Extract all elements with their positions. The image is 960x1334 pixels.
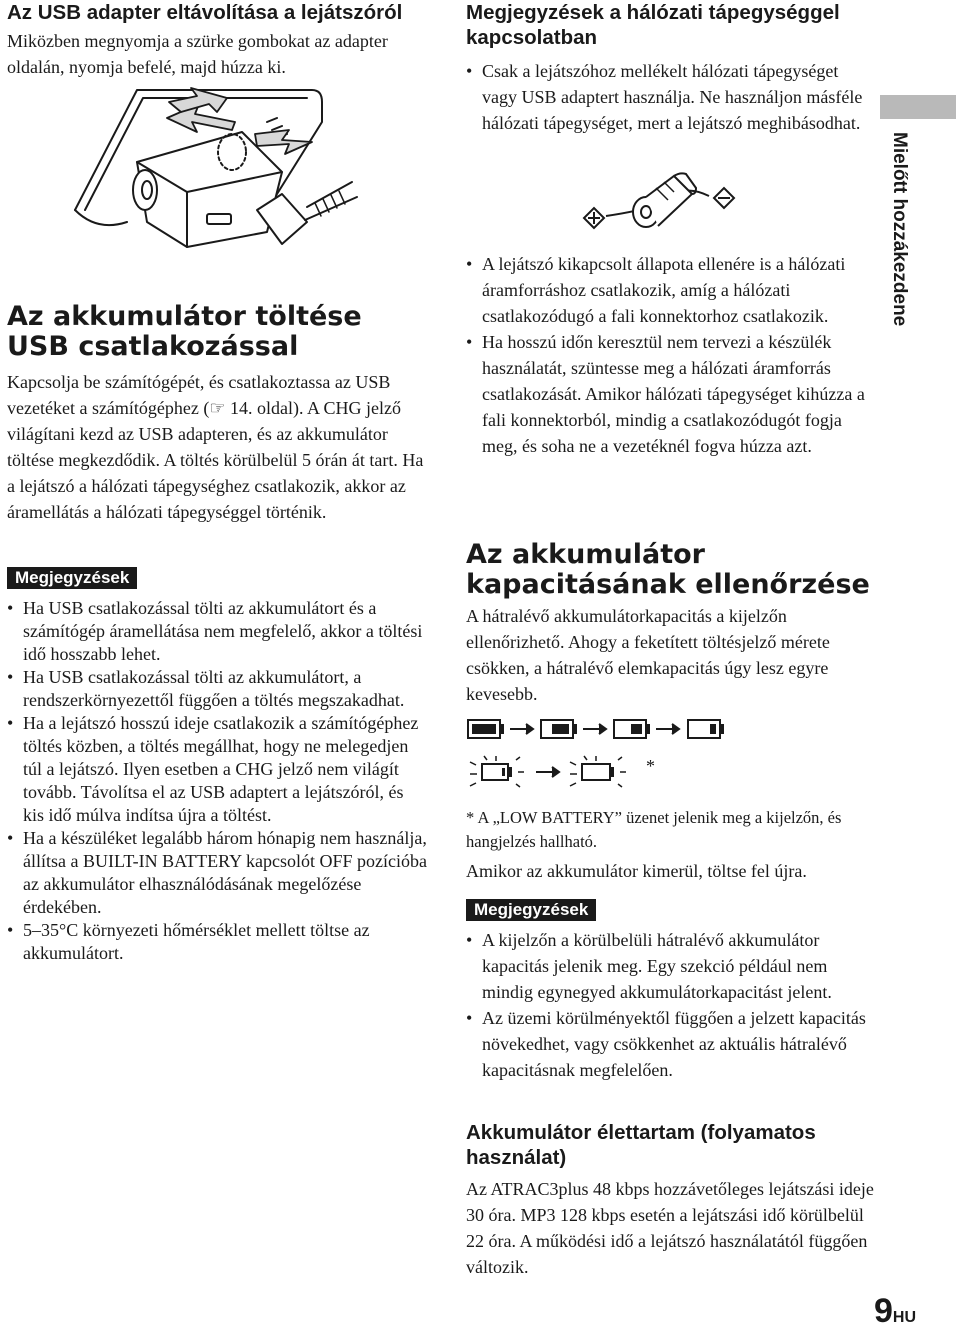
- capacity-title: [466, 540, 876, 600]
- adapter-notes-list-2: [466, 251, 876, 459]
- usb-adapter-illustration: [67, 82, 367, 272]
- polarity-plug-illustration: [574, 166, 754, 244]
- page-reference-icon: ☞: [209, 398, 226, 418]
- capacity-text: A hátralévő akkumulátorkapacitás a kijelzőn ellenőrizhető. Ahogy a feketített töltésjelző mérete csökken, a hátralévő elemkapacitás úgy lesz egyre kevesebb.: [466, 606, 830, 704]
- charge-text-part-1: Kapcsolja be számítógépét, és csatlakoztassa az USB vezetéket a számítógéphez (: [7, 372, 391, 418]
- empty-battery-text: Amikor az akkumulátor kimerül, töltse fel újra.: [466, 861, 807, 881]
- note-item: • Ha hosszú időn keresztül nem tervezi a készülék használatát, szüntesse meg a hálózati áramforrás csatlakozását. Amikor hálózati tápegységet kihúzza a fali konnektorból, mindig a csatlakozódugót fogja meg, és soha ne a vezetéknél fogva húzza azt.: [466, 329, 876, 459]
- battery-low-blinking-icon: [470, 756, 524, 787]
- notes-label-left: Megjegyzések: [7, 567, 137, 589]
- charge-title: [7, 302, 427, 362]
- note-item: • Ha USB csatlakozással tölti az akkumulátort és a számítógép áramellátása nem megfelelő, akkor a töltési idő hosszabb lehet.: [7, 597, 427, 666]
- adapter-notes-list-1: [466, 58, 876, 136]
- note-item: • Ha a készüléket legalább három hónapig nem használja, állítsa a BUILT-IN BATTERY kapcsolót OFF pozícióba az akkumulátor elhasználódásának megelőzése érdekében.: [7, 827, 427, 919]
- charge-text-part-2: 14. oldal).: [225, 398, 304, 418]
- note-item: • Az üzemi körülményektől függően a jelzett kapacitás növekedhet, vagy csökkenhet az aktuális hátralévő kapacitásnak megfelelően.: [466, 1005, 876, 1083]
- charge-title-line-2: USB csatlakozással: [7, 331, 299, 362]
- battery-empty-blinking-icon: [570, 756, 626, 787]
- battery-quarter-icon: [688, 720, 723, 738]
- page-number: [874, 1294, 916, 1328]
- note-item: • Csak a lejátszóhoz mellékelt hálózati tápegységet vagy USB adaptert használja. Ne használjon másféle hálózati tápegységet, mert a lejátszó meghibásodhat.: [466, 58, 876, 136]
- section-tab-marker: [880, 95, 956, 119]
- adapter-notes-title: Megjegyzések a hálózati tápegységgel kapcsolatban: [466, 1, 840, 49]
- charge-title-line-1: Az akkumulátor töltése: [7, 301, 362, 332]
- page-number-value: 9: [874, 1292, 893, 1330]
- usb-removal-title: Az USB adapter eltávolítása a lejátszóról: [7, 1, 403, 24]
- note-item: • Ha USB csatlakozással tölti az akkumulátort, a rendszerkörnyezettől függően a töltés megszakadhat.: [7, 666, 427, 712]
- note-item: • Ha a lejátszó hosszú ideje csatlakozik a számítógéphez töltés közben, a töltés megállhat, hogy ne melegedjen túl a lejátszó. Ilyen esetben a CHG jelző nem világít tovább. Távolítsa el az USB adaptert a lejátszóról, és kis idő múlva indítsa újra a töltést.: [7, 712, 427, 827]
- charge-text-part-3: A CHG jelző világítani kezd az USB adapteren, és az akkumulátor töltése megkezdődik. A töltés körülbelül 5 órán át tart. Ha a lejátszó a hálózati tápegységhez csatlakozik, akkor az áramellátás a hálózati tápegységgel történik.: [7, 398, 424, 522]
- low-battery-footnote: * A „LOW BATTERY” üzenet jelenik meg a kijelzőn, és hangjelzés hallható.: [466, 808, 842, 851]
- note-item: • A lejátszó kikapcsolt állapota ellenére is a hálózati áramforráshoz csatlakozik, amíg a hálózati csatlakozódugó a fali konnektorhoz csatlakozik.: [466, 251, 876, 329]
- asterisk-mark: *: [646, 756, 655, 776]
- capacity-title-line-1: Az akkumulátor: [466, 539, 705, 570]
- battery-three-quarter-icon: [541, 720, 576, 738]
- capacity-title-line-2: kapacitásának ellenőrzése: [466, 569, 870, 600]
- note-item: • A kijelzőn a körülbelüli hátralévő akkumulátor kapacitás jelenik meg. Egy szekció például nem mindig egynegyed akkumulátorkapacitást jelent.: [466, 927, 876, 1005]
- battery-life-title: Akkumulátor élettartam (folyamatos használat): [466, 1121, 816, 1169]
- battery-level-sequence: [466, 716, 756, 792]
- charge-text: [7, 369, 427, 525]
- battery-life-text: Az ATRAC3plus 48 kbps hozzávetőleges lejátszási ideje 30 óra. MP3 128 kbps esetén a lejátszási idő körülbelül 22 óra. A működési idő a lejátszó használatától függően változik.: [466, 1179, 874, 1277]
- notes-list-left: [7, 597, 427, 965]
- note-item: • 5–35°C környezeti hőmérséklet mellett töltse az akkumulátort.: [7, 919, 427, 965]
- section-tab-label: Mielőtt hozzákezdene: [889, 132, 910, 327]
- notes-label-right: Megjegyzések: [466, 899, 596, 921]
- battery-half-icon: [614, 720, 649, 738]
- page-language: HU: [892, 1309, 917, 1326]
- notes-list-right: [466, 927, 876, 1083]
- usb-removal-text: Miközben megnyomja a szürke gombokat az adapter oldalán, nyomja befelé, majd húzza ki.: [7, 31, 388, 77]
- battery-full-icon: [468, 720, 503, 738]
